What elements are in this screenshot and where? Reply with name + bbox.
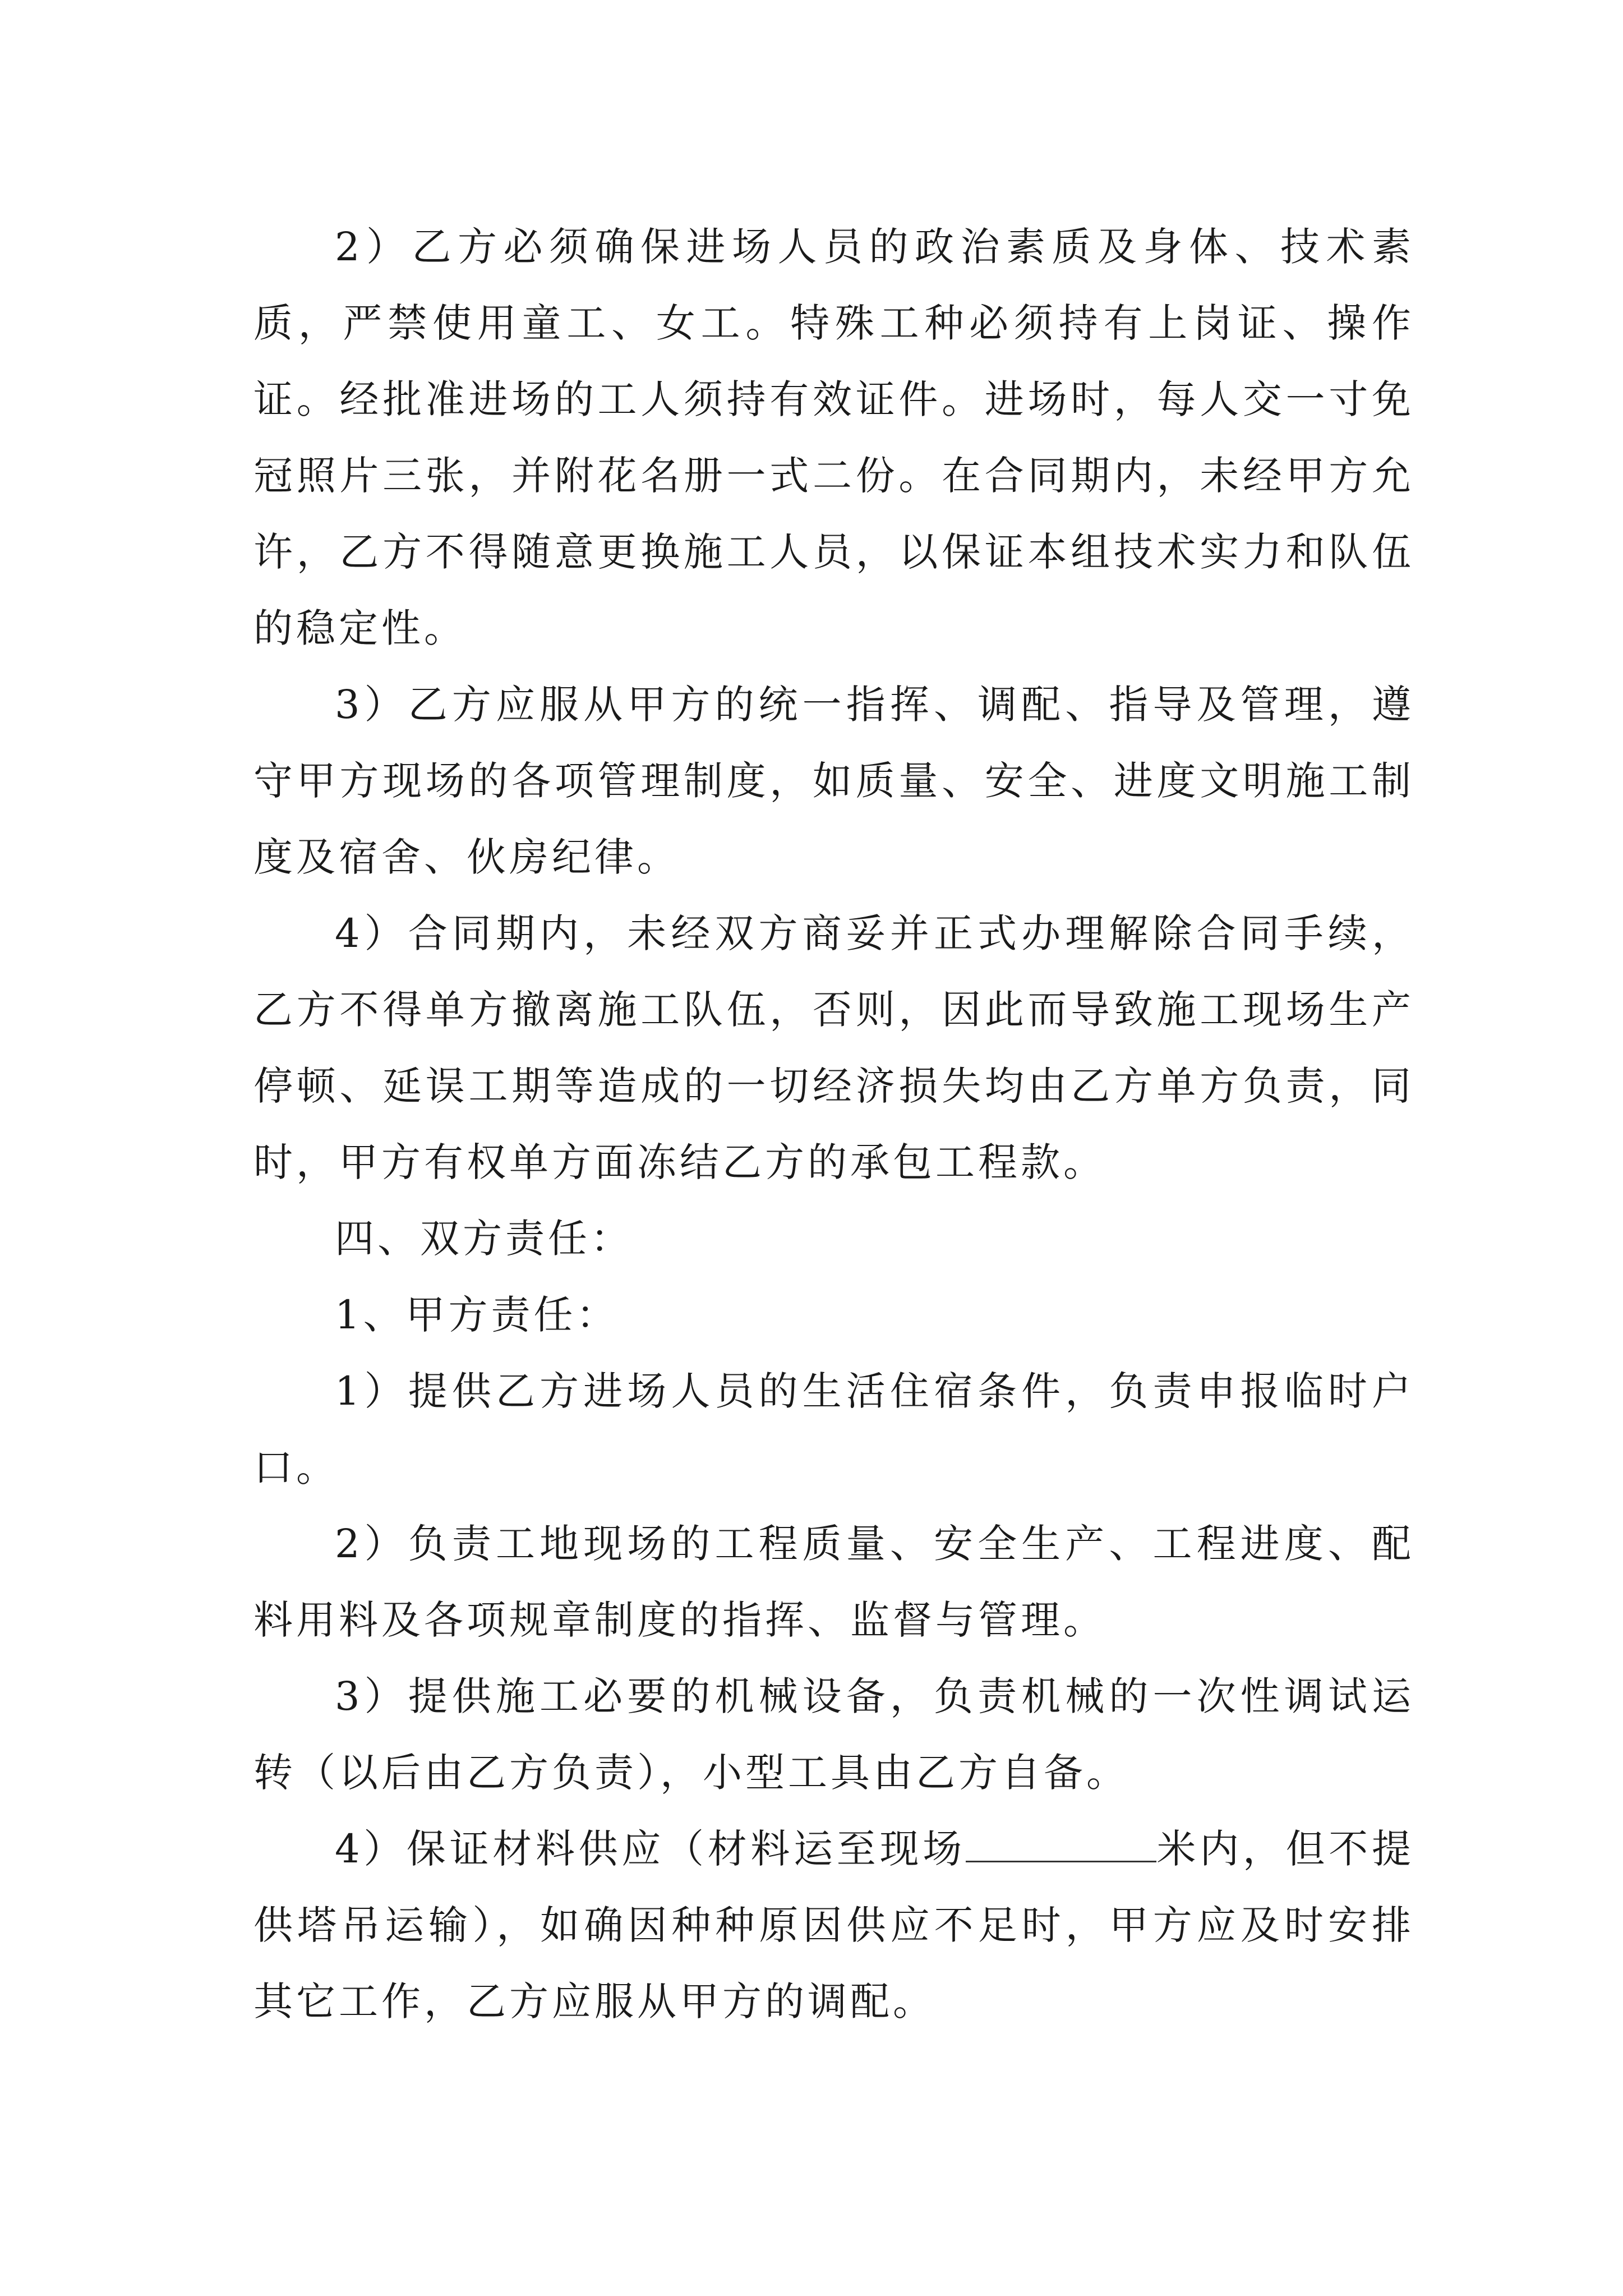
- material-supply-text-before: 4）保证材料供应（材料运至现场: [335, 1826, 966, 1872]
- distance-blank-line: [966, 1827, 1156, 1862]
- section-heading-responsibilities: 四、双方责任：: [335, 1216, 633, 1262]
- paragraph-material-supply: [253, 1811, 1414, 2040]
- paragraph-accommodation: 1）提供乙方进场人员的生活住宿条件，负责申报临时户口。: [253, 1368, 1414, 1490]
- paragraph-site-management: 2）负责工地现场的工程质量、安全生产、工程进度、配料用料及各项规章制度的指挥、监督与管理。: [253, 1521, 1414, 1643]
- material-supply-text-after: 米内，但不提供塔吊运输），如确因种种原因供应不足时，甲方应及时安排其它工作，乙方应服从甲方的调配。: [253, 1826, 1414, 2024]
- subsection-heading-party-a: 1、甲方责任：: [335, 1292, 619, 1338]
- paragraph-equipment: 3）提供施工必要的机械设备，负责机械的一次性调试运转（以后由乙方负责），小型工具由乙方自备。: [253, 1673, 1414, 1796]
- document-body: [253, 209, 1414, 2040]
- paragraph-obey-management: 3）乙方应服从甲方的统一指挥、调配、指导及管理，遵守甲方现场的各项管理制度，如质量、安全、进度文明施工制度及宿舍、伙房纪律。: [253, 682, 1414, 880]
- paragraph-no-withdrawal: 4）合同期内，未经双方商妥并正式办理解除合同手续，乙方不得单方撤离施工队伍，否则，因此而导致施工现场生产停顿、延误工期等造成的一切经济损失均由乙方单方负责，同时，甲方有权单方面冻结乙方的承包工程款。: [253, 910, 1414, 1185]
- paragraph-worker-quality: 2）乙方必须确保进场人员的政治素质及身体、技术素质，严禁使用童工、女工。特殊工种必须持有上岗证、操作证。经批准进场的工人须持有效证件。进场时，每人交一寸免冠照片三张，并附花名册一式二份。在合同期内，未经甲方允许，乙方不得随意更换施工人员，以保证本组技术实力和队伍的稳定性。: [253, 224, 1414, 651]
